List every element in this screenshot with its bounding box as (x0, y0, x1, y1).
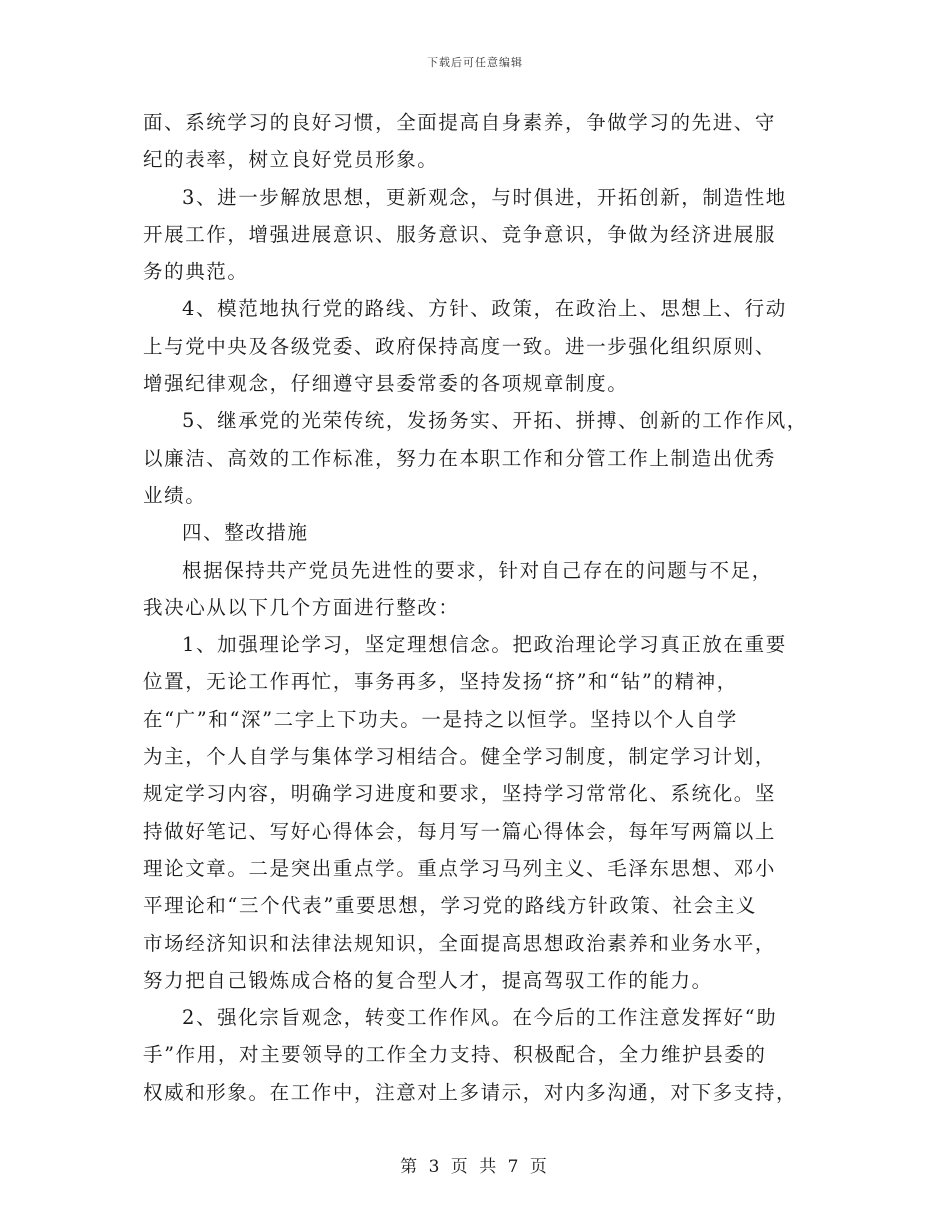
paragraph (143, 290, 823, 402)
text-line: 业绩。 (143, 483, 207, 507)
text-line: 纪的表率，树立良好党员形象。 (143, 148, 439, 172)
text-line: 开展工作，增强进展意识、服务意识、竞争意识，争做为经济进展服 (143, 222, 777, 246)
paragraph (143, 552, 823, 627)
text-line: 2、强化宗旨观念，转变工作作风。在今后的工作注意发挥好“助 (182, 1006, 778, 1030)
text-line: 面、系统学习的良好习惯，全面提高自身素养，争做学习的先进、守 (143, 111, 777, 134)
text-line: 持做好笔记、写好心得体会，每月写一篇心得体会，每年写两篇以上 (143, 819, 777, 843)
text-line: 努力把自己锻炼成合格的复合型人才，提高驾驭工作的能力。 (143, 968, 713, 992)
text-line: 市场经济知识和法律法规知识，全面提高思想政治素养和业务水平， (143, 931, 777, 955)
text-line: 增强纪律观念，仔细遵守县委常委的各项规章制度。 (143, 372, 629, 396)
paragraph (143, 626, 823, 999)
text-line: 以廉洁、高效的工作标准，努力在本职工作和分管工作上制造出优秀 (143, 446, 777, 470)
paragraph (143, 402, 823, 514)
text-line: 手”作用，对主要领导的工作全力支持、积极配合，全力维护县委的 (143, 1043, 767, 1067)
paragraph (143, 179, 823, 291)
paragraph (143, 104, 823, 179)
page-number: 第 3 页 共 7 页 (400, 1157, 550, 1177)
text-line: 为主，个人自学与集体学习相结合。健全学习制度，制定学习计划， (143, 745, 777, 769)
text-line: 3、进一步解放思想，更新观念，与时俱进，开拓创新，制造性地 (182, 185, 787, 209)
text-line: 四、整改措施 (182, 521, 309, 545)
text-line: 规定学习内容，明确学习进度和要求，坚持学习常常化、系统化。坚 (143, 782, 777, 806)
text-line: 位置，无论工作再忙，事务再多，坚持发扬“挤”和“钻”的精神， (143, 670, 738, 694)
text-line: 根据保持共产党员先进性的要求，针对自己存在的问题与不足， (182, 558, 773, 582)
page-header: 下载后可任意编辑 (427, 56, 523, 69)
document-body (143, 104, 823, 1111)
text-line: 平理论和“三个代表”重要思想，学习党的路线方针政策、社会主义 (143, 894, 757, 918)
text-line: 在“广”和“深”二字上下功夫。一是持之以恒学。坚持以个人自学 (143, 707, 738, 731)
paragraph (143, 999, 823, 1111)
text-line: 4、模范地执行党的路线、方针、政策，在政治上、思想上、行动 (182, 297, 787, 321)
text-line: 5、继承党的光荣传统，发扬务实、开拓、拼搏、创新的工作作风， (182, 409, 808, 433)
text-line: 我决心从以下几个方面进行整改： (143, 595, 460, 619)
text-line: 理论文章。二是突出重点学。重点学习马列主义、毛泽东思想、邓小 (143, 856, 777, 880)
paragraph (143, 514, 823, 551)
text-line: 上与党中央及各级党委、政府保持高度一致。进一步强化组织原则、 (143, 334, 777, 358)
text-line: 1、加强理论学习，坚定理想信念。把政治理论学习真正放在重要 (182, 633, 787, 657)
text-line: 权威和形象。在工作中，注意对上多请示，对内多沟通，对下多支持， (143, 1080, 798, 1104)
text-line: 务的典范。 (143, 260, 249, 284)
